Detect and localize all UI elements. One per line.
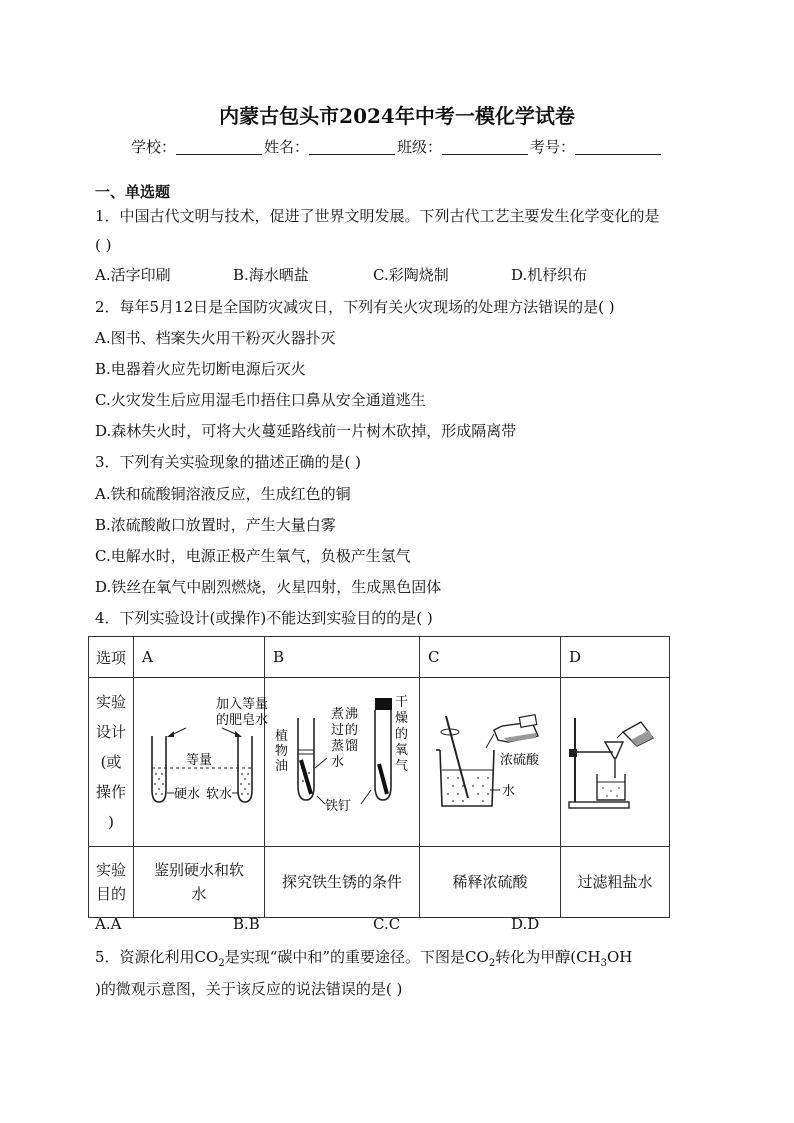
dilute-acid-figure [420,678,552,842]
purpose-text: 鉴别硬水和软水 [153,861,244,903]
option[interactable]: A.活字印刷 [95,266,171,284]
figure-c-cell [420,678,561,847]
hard-soft-water-figure [134,678,269,842]
label-part: 设计 [95,723,126,741]
fig-label: 的肥皂水 [216,713,269,728]
number-label: 考号： [530,138,576,156]
header-d: D [561,637,670,678]
fig-label: 沸 [345,707,359,722]
label-part: ) [108,813,114,831]
question-1-stem: 1．中国古代文明与技术，促进了世界文明发展。下列古代工艺主要发生化学变化的是 [95,207,660,225]
fig-label: 气 [395,759,409,774]
formula: CO [465,948,489,966]
label-part: 实验 [95,693,126,711]
figure-b-cell [265,678,420,847]
design-label-cell [89,678,134,847]
subscript: 2 [218,958,225,969]
text: 转化为甲醇( [495,948,577,966]
question-4-options [95,915,539,933]
fig-label: 煮 [331,707,345,722]
fig-label: 的 [345,723,359,738]
section-heading: 一、单选题 [95,183,171,201]
figure-a-cell [134,678,269,847]
school-label: 学校： [130,138,176,156]
purpose-label-cell [89,847,134,918]
option[interactable]: C.火灾发生后应用湿毛巾捂住口鼻从安全通道逃生 [95,391,426,409]
figure-d-cell [561,678,670,847]
fig-label: 浓硫酸 [500,753,540,768]
option[interactable]: D.D [511,915,540,933]
question-5-stem [95,946,632,969]
fig-label: 软水 [206,787,233,802]
fig-label: 铁钉 [325,799,352,814]
text: 5．资源化利用 [95,948,195,966]
label-part: 操作 [95,783,126,801]
subscript: 3 [600,958,607,969]
option[interactable]: D.森林失火时，可将大火蔓延路线前一片树木砍掉，形成隔离带 [95,422,517,440]
question-5-stem-cont: )的微观示意图，关于该反应的说法错误的是( ) [95,980,403,998]
question-3-stem: 3．下列有关实验现象的描述正确的是( ) [95,453,362,471]
class-blank[interactable] [442,139,528,155]
fig-label: 燥 [395,711,409,726]
option[interactable]: B.B [233,915,260,933]
class-label: 班级： [397,138,443,156]
purpose-d: 过滤粗盐水 [561,847,670,918]
filtration-figure [561,678,661,842]
option[interactable]: B.海水晒盐 [233,266,309,284]
header-a: A [134,637,265,678]
purpose-b: 探究铁生锈的条件 [265,847,420,918]
option[interactable]: C.C [373,915,401,933]
header-option-cell: 选项 [89,637,134,678]
option[interactable]: A.A [95,915,122,933]
experiment-table [88,636,670,918]
question-1-options [95,264,587,285]
option[interactable]: A.铁和硫酸铜溶液反应，生成红色的铜 [95,485,351,503]
header-c: C [420,637,561,678]
question-1-stem-cont: ( ) [95,236,112,254]
formula: CH [576,948,601,966]
fig-label: 加入等量 [216,697,269,712]
label-part: (或 [100,753,122,771]
option[interactable]: C.彩陶烧制 [373,266,449,284]
option[interactable]: D.铁丝在氧气中剧烈燃烧，火星四射，生成黑色固体 [95,578,442,596]
name-label: 姓名： [263,138,309,156]
fig-label: 物 [275,744,289,759]
number-blank[interactable] [575,139,661,155]
fig-label: 过 [331,723,345,738]
fig-label: 水 [331,755,345,770]
name-blank[interactable] [309,139,395,155]
option[interactable]: B.浓硫酸敞口放置时，产生大量白雾 [95,516,336,534]
subscript: 2 [488,958,496,969]
header-b: B [265,637,420,678]
label-part: 实验 [95,861,126,879]
fig-label: 植 [275,729,289,744]
formula: CO [194,948,219,966]
purpose-c: 稀释浓硫酸 [420,847,561,918]
question-2-stem: 2．每年5月12日是全国防灾减灾日，下列有关火灾现场的处理方法错误的是( ) [95,298,615,316]
fig-label: 的 [395,727,409,742]
fig-label: 等量 [186,753,213,768]
fig-label: 馏 [345,739,359,754]
stopper [375,698,392,710]
iron-rust-figure [265,678,411,842]
question-4-stem: 4．下列实验设计(或操作)不能达到实验目的的是( ) [95,609,433,627]
fig-label: 油 [275,759,289,774]
page-title: 内蒙古包头市2024年中考一模化学试卷 [219,104,575,128]
fig-label: 水 [502,784,516,799]
formula: OH [607,948,633,966]
fig-label: 氧 [395,743,409,758]
label-part: 目的 [95,885,126,903]
purpose-a [134,847,265,918]
option[interactable]: D.机杼织布 [511,266,588,284]
option[interactable]: A.图书、档案失火用干粉灭火器扑灭 [95,329,336,347]
fig-label: 蒸 [331,739,345,754]
text: 是实现“碳中和”的重要途径。下图是 [224,948,466,966]
fig-label: 硬水 [174,787,201,802]
school-blank[interactable] [176,139,262,155]
student-info-line [0,136,794,157]
option[interactable]: B.电器着火应先切断电源后灭火 [95,360,306,378]
option[interactable]: C.电解水时，电源正极产生氧气，负极产生氢气 [95,547,411,565]
fig-label: 干 [395,695,409,710]
